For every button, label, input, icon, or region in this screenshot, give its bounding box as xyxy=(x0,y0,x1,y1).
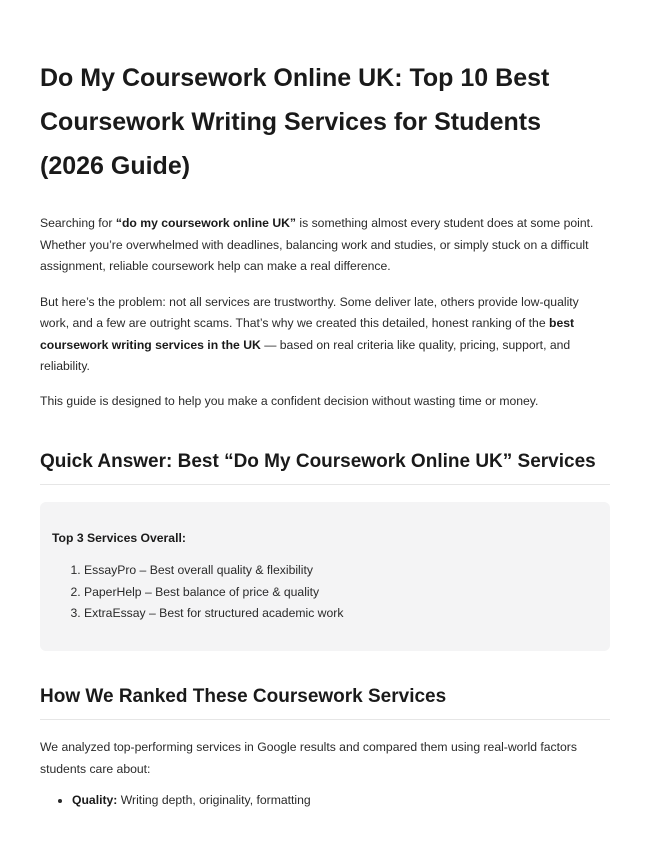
intro-paragraph-2 xyxy=(40,292,610,378)
intro-paragraph-1 xyxy=(40,213,610,278)
top-service-item: 1. EssayPro – Best overall quality & flexibility xyxy=(84,560,598,582)
top-service-item: 2. PaperHelp – Best balance of price & quality xyxy=(84,582,598,604)
article-title: Do My Coursework Online UK: Top 10 Best Coursework Writing Services for Students (2026 Guide) xyxy=(40,64,550,180)
intro-1-keyword: “do my coursework online UK” xyxy=(115,216,297,230)
quick-answer-box-title: Top 3 Services Overall: xyxy=(52,531,186,545)
ranking-method-heading: How We Ranked These Coursework Services xyxy=(40,685,610,720)
intro-2-keyword: best coursework writing services in the UK xyxy=(40,316,575,352)
top-services-list xyxy=(52,560,598,625)
ranking-intro-paragraph: We analyzed top-performing services in Google results and compared them using real-world factors students care about: xyxy=(40,740,577,776)
criteria-item xyxy=(72,790,610,812)
intro-2-text-start: But here’s the problem: not all services are trustworthy. Some deliver late, others provide low-quality work, and a few are outright scams. That’s why we created this detailed, honest ranking of the xyxy=(40,294,579,330)
intro-1-text-end: is something almost every student does at some point. Whether you’re overwhelmed with deadlines, balancing work and studies, or simply stuck on a difficult assignment, reliable coursework help can make a real difference. xyxy=(40,216,594,273)
intro-paragraph-3: This guide is designed to help you make a confident decision without wasting time or money. xyxy=(40,393,539,408)
quick-answer-heading: Quick Answer: Best “Do My Coursework Online UK” Services xyxy=(40,450,610,485)
intro-2-text-end: — based on real criteria like quality, pricing, support, and reliability. xyxy=(40,337,571,373)
top-service-item: 3. ExtraEssay – Best for structured academic work xyxy=(84,603,598,625)
criteria-list xyxy=(40,790,610,812)
intro-1-text-start: Searching for xyxy=(40,216,116,230)
criteria-text: Writing depth, originality, formatting xyxy=(117,793,311,807)
quick-answer-box xyxy=(40,502,610,651)
criteria-label: Quality: xyxy=(72,793,118,807)
